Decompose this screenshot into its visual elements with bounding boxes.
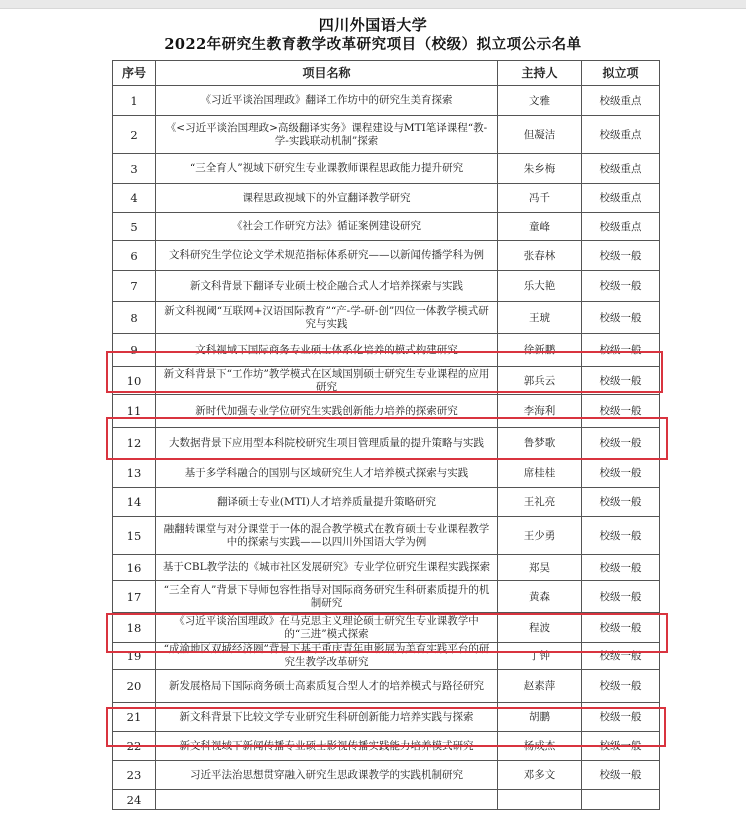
project-level: 校级重点 <box>582 116 660 154</box>
table-row <box>113 613 660 643</box>
row-number: 21 <box>113 703 156 732</box>
table-row <box>113 790 660 810</box>
project-level: 校级重点 <box>582 213 660 241</box>
project-host: 朱乡梅 <box>498 154 582 184</box>
row-number: 6 <box>113 241 156 271</box>
project-level: 校级一般 <box>582 367 660 395</box>
table-row <box>113 395 660 428</box>
project-host: 席桂桂 <box>498 459 582 488</box>
project-name: 新文科背景下比较文学专业研究生科研创新能力培养实践与探索 <box>156 703 498 732</box>
table-row <box>113 428 660 459</box>
project-level: 校级一般 <box>582 241 660 271</box>
table-row <box>113 213 660 241</box>
row-number: 7 <box>113 271 156 302</box>
row-number: 1 <box>113 86 156 116</box>
row-number: 2 <box>113 116 156 154</box>
project-name: 基于CBL教学法的《城市社区发展研究》专业学位研究生课程实践探索 <box>156 555 498 581</box>
project-level: 校级一般 <box>582 613 660 643</box>
row-number: 15 <box>113 517 156 555</box>
project-host: 王少勇 <box>498 517 582 555</box>
project-host: 鲁梦歌 <box>498 428 582 459</box>
project-level: 校级一般 <box>582 643 660 670</box>
row-number: 22 <box>113 732 156 761</box>
project-host: 乐大艳 <box>498 271 582 302</box>
project-level: 校级一般 <box>582 459 660 488</box>
row-number: 20 <box>113 670 156 703</box>
row-number: 23 <box>113 761 156 790</box>
table-row <box>113 302 660 334</box>
viewer-top-bar <box>0 0 746 9</box>
row-number: 13 <box>113 459 156 488</box>
project-host: 王礼亮 <box>498 488 582 517</box>
row-number: 14 <box>113 488 156 517</box>
project-level: 校级一般 <box>582 555 660 581</box>
table-row <box>113 761 660 790</box>
project-name: 《<习近平谈治国理政>高级翻译实务》课程建设与MTI笔译课程“教-学-实践联动机制”探索 <box>156 116 498 154</box>
header-host: 主持人 <box>498 61 582 86</box>
table-row <box>113 154 660 184</box>
project-host: 但凝洁 <box>498 116 582 154</box>
project-host: 丁钟 <box>498 643 582 670</box>
project-name: 大数据背景下应用型本科院校研究生项目管理质量的提升策略与实践 <box>156 428 498 459</box>
project-name: 习近平法治思想贯穿融入研究生思政课教学的实践机制研究 <box>156 761 498 790</box>
project-host: 童峰 <box>498 213 582 241</box>
row-number: 16 <box>113 555 156 581</box>
project-host: 郑昊 <box>498 555 582 581</box>
project-name: 《习近平谈治国理政》翻译工作坊中的研究生美育探索 <box>156 86 498 116</box>
table-row <box>113 732 660 761</box>
row-number: 4 <box>113 184 156 213</box>
table-header-row <box>113 61 660 86</box>
project-level: 校级一般 <box>582 761 660 790</box>
project-name: “三全育人”背景下导师包容性指导对国际商务研究生科研素质提升的机制研究 <box>156 581 498 613</box>
project-level: 校级一般 <box>582 581 660 613</box>
project-level: 校级一般 <box>582 732 660 761</box>
project-host: 徐新鹏 <box>498 334 582 367</box>
table-row <box>113 271 660 302</box>
project-name: “三全育人”视域下研究生专业课教师课程思政能力提升研究 <box>156 154 498 184</box>
project-level: 校级一般 <box>582 670 660 703</box>
project-name: 新文科背景下“工作坊”教学模式在区域国别硕士研究生专业课程的应用研究 <box>156 367 498 395</box>
project-host: 赵素萍 <box>498 670 582 703</box>
project-level: 校级一般 <box>582 395 660 428</box>
project-name: 新发展格局下国际商务硕士高素质复合型人才的培养模式与路径研究 <box>156 670 498 703</box>
header-no: 序号 <box>113 61 156 86</box>
table-row <box>113 241 660 271</box>
table-row <box>113 367 660 395</box>
project-name: 文科视域下国际商务专业硕士体系化培养的模式构建研究 <box>156 334 498 367</box>
project-name: “成渝地区双城经济圈”背景下基于重庆青年电影展为美育实践平台的研究生教学改革研究 <box>156 643 498 670</box>
table-row <box>113 184 660 213</box>
project-name: 新时代加强专业学位研究生实践创新能力培养的探索研究 <box>156 395 498 428</box>
project-name: 新文科背景下翻译专业硕士校企融合式人才培养探索与实践 <box>156 271 498 302</box>
header-project-name: 项目名称 <box>156 61 498 86</box>
project-name: 新文科视阈“互联网+汉语国际教育”“产-学-研-创”四位一体教学模式研究与实践 <box>156 302 498 334</box>
row-number: 11 <box>113 395 156 428</box>
table-row <box>113 555 660 581</box>
project-name: 基于多学科融合的国别与区域研究生人才培养模式探索与实践 <box>156 459 498 488</box>
table-row <box>113 488 660 517</box>
table-row <box>113 459 660 488</box>
table-row <box>113 86 660 116</box>
project-host: 黄森 <box>498 581 582 613</box>
project-level: 校级重点 <box>582 184 660 213</box>
project-host: 程波 <box>498 613 582 643</box>
row-number: 18 <box>113 613 156 643</box>
table-row <box>113 334 660 367</box>
project-level: 校级一般 <box>582 271 660 302</box>
project-level <box>582 790 660 810</box>
row-number: 17 <box>113 581 156 613</box>
document-title: 2022年研究生教育教学改革研究项目（校级）拟立项公示名单 <box>164 36 582 53</box>
header-level: 拟立项 <box>582 61 660 86</box>
table-row <box>113 517 660 555</box>
project-list-table <box>112 60 660 810</box>
project-level: 校级一般 <box>582 517 660 555</box>
table-row <box>113 116 660 154</box>
project-host: 冯千 <box>498 184 582 213</box>
project-name: 新文科视域下新闻传播专业硕士影视传播实践能力培养模式研究 <box>156 732 498 761</box>
project-name: 课程思政视域下的外宣翻译教学研究 <box>156 184 498 213</box>
project-level: 校级重点 <box>582 154 660 184</box>
project-host: 郭兵云 <box>498 367 582 395</box>
project-name: 《社会工作研究方法》循证案例建设研究 <box>156 213 498 241</box>
project-host: 杨成杰 <box>498 732 582 761</box>
table-row <box>113 581 660 613</box>
project-level: 校级一般 <box>582 428 660 459</box>
row-number: 8 <box>113 302 156 334</box>
project-host <box>498 790 582 810</box>
table-row <box>113 643 660 670</box>
row-number: 12 <box>113 428 156 459</box>
row-number: 3 <box>113 154 156 184</box>
university-title: 四川外国语大学 <box>318 16 428 34</box>
row-number: 5 <box>113 213 156 241</box>
project-level: 校级重点 <box>582 86 660 116</box>
project-name: 《习近平谈治国理政》在马克思主义理论硕士研究生专业课教学中的“三进”模式探索 <box>156 613 498 643</box>
project-level: 校级一般 <box>582 703 660 732</box>
project-level: 校级一般 <box>582 488 660 517</box>
table-row <box>113 703 660 732</box>
project-host: 王琥 <box>498 302 582 334</box>
project-host: 邓多文 <box>498 761 582 790</box>
project-host: 李海利 <box>498 395 582 428</box>
row-number: 19 <box>113 643 156 670</box>
project-level: 校级一般 <box>582 334 660 367</box>
row-number: 9 <box>113 334 156 367</box>
row-number: 10 <box>113 367 156 395</box>
row-number: 24 <box>113 790 156 810</box>
project-name <box>156 790 498 810</box>
project-host: 张春林 <box>498 241 582 271</box>
project-name: 文科研究生学位论文学术规范指标体系研究——以新闻传播学科为例 <box>156 241 498 271</box>
project-name: 翻译硕士专业(MTI)人才培养质量提升策略研究 <box>156 488 498 517</box>
project-level: 校级一般 <box>582 302 660 334</box>
project-name: 融翻转课堂与对分课堂于一体的混合教学模式在教育硕士专业课程教学中的探索与实践——以四川外国语大学为例 <box>156 517 498 555</box>
project-host: 文雅 <box>498 86 582 116</box>
table-row <box>113 670 660 703</box>
project-host: 胡鹏 <box>498 703 582 732</box>
